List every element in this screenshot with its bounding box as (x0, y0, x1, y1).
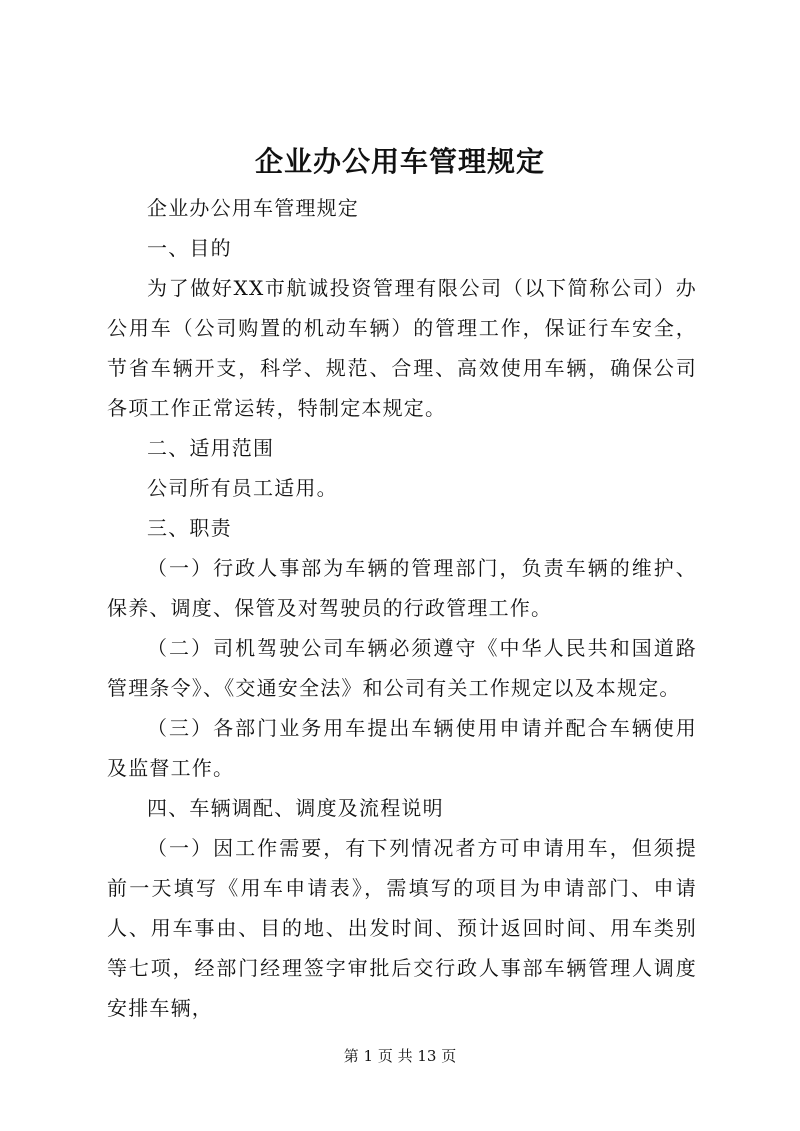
section-heading: 三、职责 (147, 516, 232, 540)
section-heading: 二、适用范围 (147, 436, 275, 460)
paragraph: （二）司机驾驶公司车辆必须遵守《中华人民共和国道路管理条令》、《交通安全法》和公司有关工作规定以及本规定。 (107, 636, 697, 700)
page-footer: 第 1 页 共 13 页 (343, 1047, 457, 1065)
paragraph: 公司所有员工适用。 (147, 476, 338, 500)
paragraph: （一）行政人事部为车辆的管理部门，负责车辆的维护、保养、调度、保管及对驾驶员的行政管理工作。 (107, 556, 697, 620)
paragraph: （三）各部门业务用车提出车辆使用申请并配合车辆使用及监督工作。 (107, 716, 697, 780)
paragraph: 企业办公用车管理规定 (147, 196, 359, 220)
document-body (107, 188, 697, 1028)
paragraph: （一）因工作需要，有下列情况者方可申请用车，但须提前一天填写《用车申请表》，需填写的项目为申请部门、申请人、用车事由、目的地、出发时间、预计返回时间、用车类别等七项，经部门经理签字审批后交行政人事部车辆管理人调度安排车辆， (107, 836, 697, 1020)
section-heading: 四、车辆调配、调度及流程说明 (147, 796, 444, 820)
document-title: 企业办公用车管理规定 (254, 145, 545, 178)
section-heading: 一、目的 (147, 236, 232, 260)
paragraph: 为了做好XX市航诚投资管理有限公司（以下简称公司）办公用车（公司购置的机动车辆）的管理工作，保证行车安全，节省车辆开支，科学、规范、合理、高效使用车辆，确保公司各项工作正常运转，特制定本规定。 (107, 276, 697, 420)
